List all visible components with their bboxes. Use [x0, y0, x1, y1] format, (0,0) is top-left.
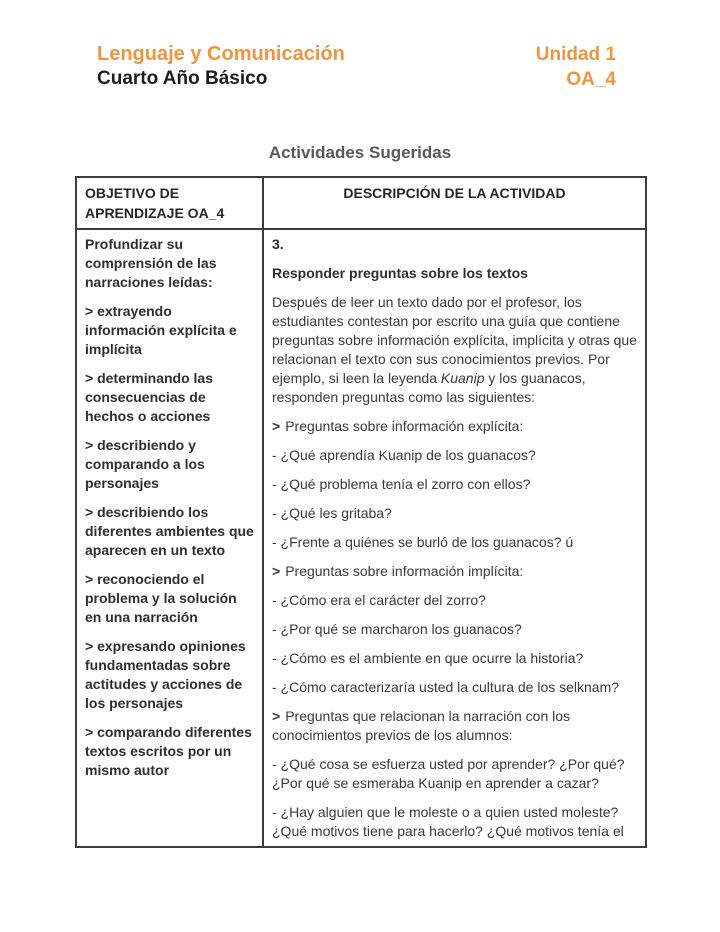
- section-heading-text: Preguntas sobre información implícita:: [285, 563, 524, 579]
- objective-bullet: > describiendo y comparando a los personajes: [85, 437, 205, 491]
- arrow-marker: >: [272, 418, 281, 434]
- objective-column-header: OBJETIVO DE APRENDIZAJE OA_4: [76, 177, 263, 229]
- table-body-row: [76, 229, 646, 847]
- objective-cell: [76, 229, 263, 847]
- activity-intro-paragraph: [272, 293, 637, 407]
- question-item: - ¿Qué les gritaba?: [272, 505, 392, 521]
- question-item: - ¿Frente a quiénes se burló de los guanacos? ú: [272, 534, 574, 550]
- table-header-row: [76, 177, 646, 229]
- objective-bullet: > extrayendo información explícita e implícita: [85, 303, 237, 357]
- question-item: - ¿Qué problema tenía el zorro con ellos?: [272, 476, 531, 492]
- arrow-marker: >: [272, 563, 281, 579]
- section-heading: [272, 707, 637, 745]
- objective-bullet: > comparando diferentes textos escritos por un mismo autor: [85, 724, 252, 778]
- objective-bullet: > expresando opiniones fundamentadas sobre actitudes y acciones de los personajes: [85, 638, 246, 711]
- question-item: - ¿Cómo es el ambiente en que ocurre la historia?: [272, 650, 584, 666]
- page-header: [97, 42, 616, 92]
- intro-text-after: y los guanacos, responden preguntas como las siguientes:: [272, 370, 586, 405]
- intro-italic-term: Kuanip: [440, 370, 485, 386]
- objective-content: [85, 235, 254, 841]
- question-item: - ¿Cómo era el carácter del zorro?: [272, 592, 486, 608]
- subject-title: Lenguaje y Comunicación: [97, 43, 345, 65]
- description-column-header: DESCRIPCIÓN DE LA ACTIVIDAD: [263, 177, 646, 229]
- intro-text-before: Después de leer un texto dado por el profesor, los estudiantes contestan por escrito una guía que contiene preguntas sobre información explícita, implícita y otras que relacionan el texto con sus conocimientos previos. Por ejemplo, si leen la leyenda: [272, 294, 637, 386]
- question-item: - ¿Cómo caracterizaría usted la cultura de los selknam?: [272, 679, 620, 695]
- oa-code-label: OA_4: [566, 69, 616, 90]
- section-heading-text: Preguntas sobre información explícita:: [285, 418, 524, 434]
- section-heading-text: Preguntas que relacionan la narración con los conocimientos previos de los alumnos:: [272, 708, 571, 743]
- section-heading: [272, 562, 637, 581]
- header-left-block: [97, 42, 345, 91]
- question-item: - ¿Por qué se marcharon los guanacos?: [272, 621, 522, 637]
- arrow-marker: >: [272, 708, 281, 724]
- header-right-block: [536, 42, 616, 92]
- question-item: - ¿Qué aprendía Kuanip de los guanacos?: [272, 447, 536, 463]
- question-item: - ¿Hay alguien que le moleste o a quien usted moleste? ¿Qué motivos tiene para hacerlo? ¿Qué motivos tenía el: [272, 804, 624, 839]
- section-heading: [272, 417, 637, 436]
- grade-title: Cuarto Año Básico: [97, 68, 268, 89]
- question-item: - ¿Qué cosa se esfuerza usted por aprender? ¿Por qué? ¿Por qué se esmeraba Kuanip en aprender a cazar?: [272, 756, 625, 791]
- activity-content: [272, 235, 637, 841]
- objective-bullet: > determinando las consecuencias de hechos o acciones: [85, 370, 213, 424]
- unit-label: Unidad 1: [535, 44, 616, 65]
- activity-number: 3.: [272, 236, 284, 252]
- page-title: Actividades Sugeridas: [268, 143, 452, 162]
- activity-description-cell: [263, 229, 646, 847]
- activities-table: [75, 176, 647, 848]
- activity-title: Responder preguntas sobre los textos: [272, 265, 528, 281]
- objective-bullet: > describiendo los diferentes ambientes que aparecen en un texto: [85, 504, 254, 558]
- objective-intro: Profundizar su comprensión de las narraciones leídas:: [85, 236, 217, 290]
- objective-bullet: > reconociendo el problema y la solución en una narración: [85, 571, 237, 625]
